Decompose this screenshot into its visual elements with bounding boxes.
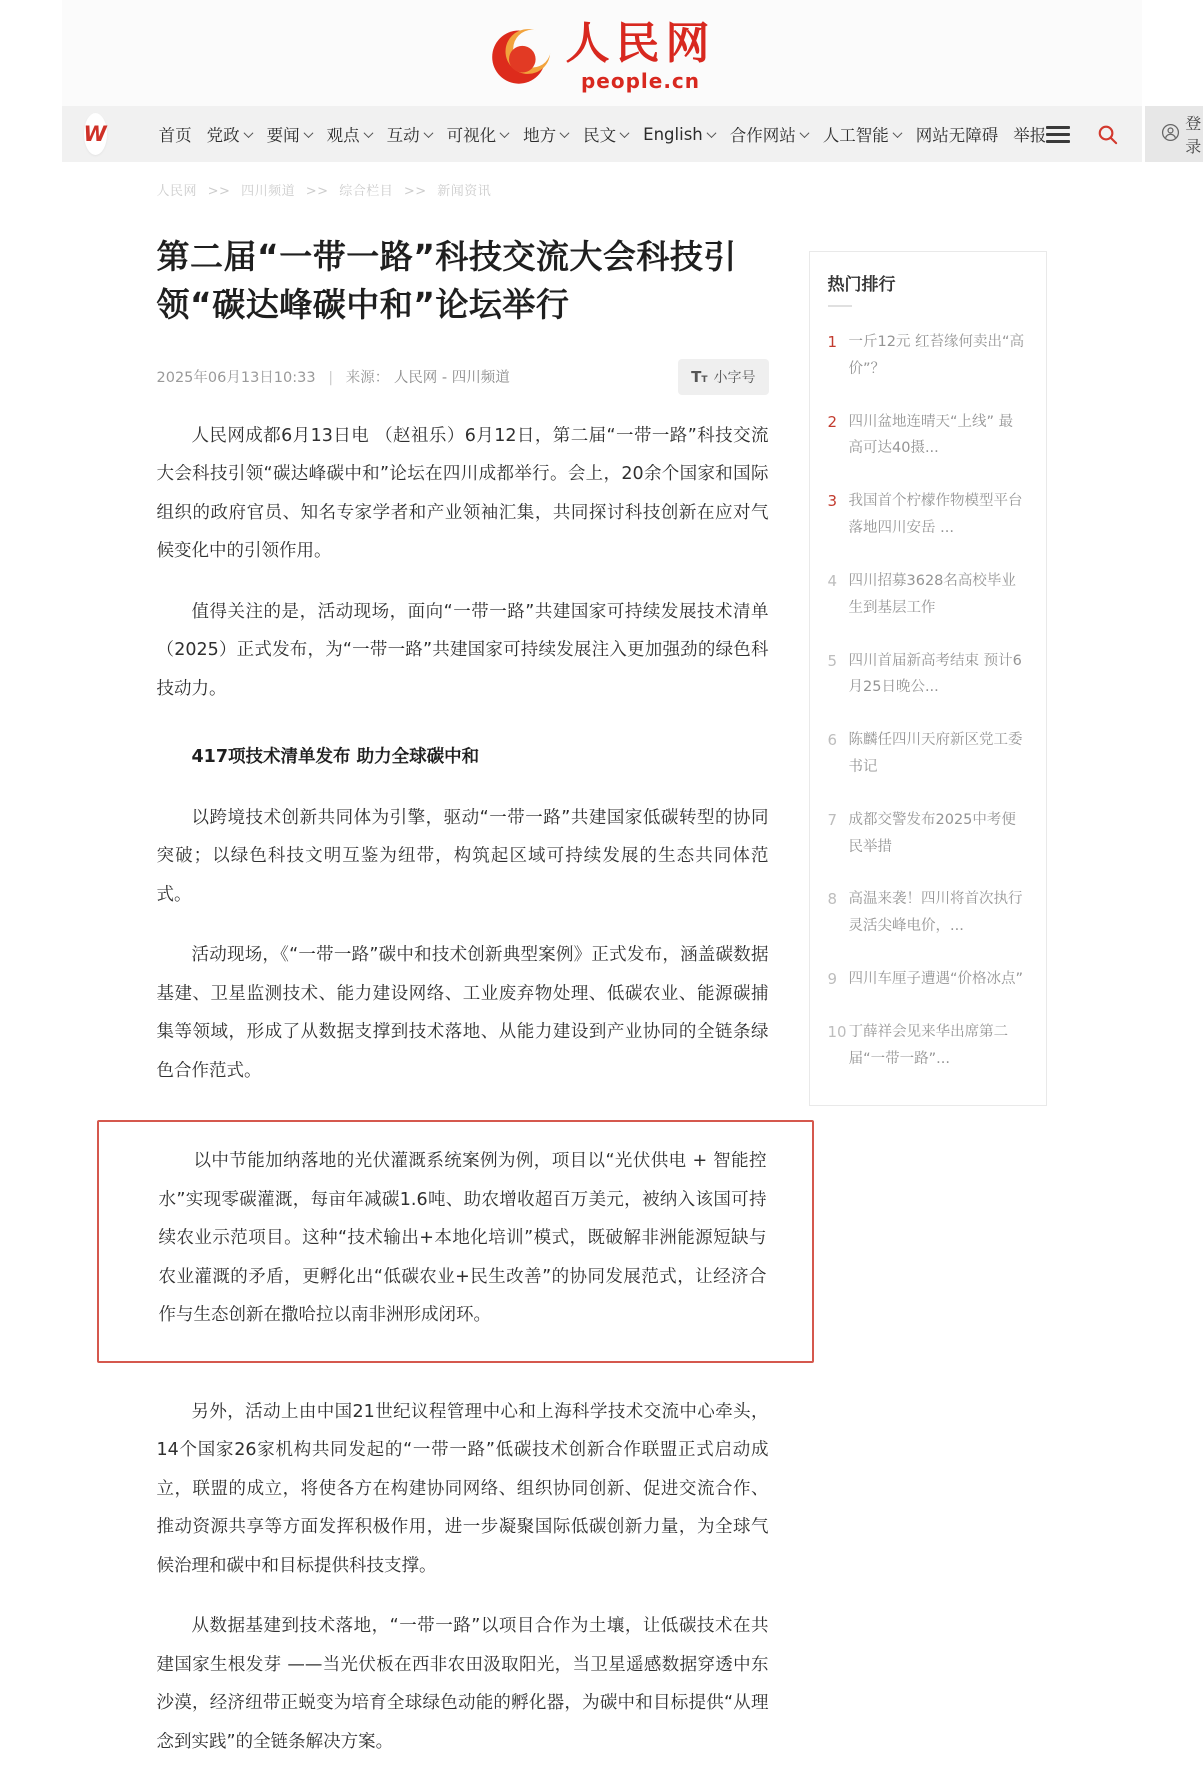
rank-number: 5 <box>827 651 838 670</box>
article-paragraph: 值得关注的是，活动现场，面向“一带一路”共建国家可持续发展技术清单（2025）正式发布，为“一带一路”共建国家可持续发展注入更加强劲的绿色科技动力。 <box>156 601 769 699</box>
article-subheading: 417项技术清单发布 助力全球碳中和 <box>191 747 480 768</box>
nav-item-local[interactable] <box>523 122 568 146</box>
logo-domain-text: people.cn <box>580 69 701 94</box>
nav-item-label: 民文 <box>583 126 617 145</box>
source-name[interactable]: 人民网 - 四川频道 <box>393 370 510 387</box>
hot-list-item[interactable] <box>828 1019 1028 1073</box>
publish-date: 2025年06月13日10:33 <box>156 370 316 387</box>
rank-number: 10 <box>827 1023 847 1041</box>
chevron-down-icon <box>799 128 809 138</box>
chevron-down-icon <box>303 128 313 138</box>
font-size-label: 小字号 <box>713 369 756 386</box>
rank-number: 6 <box>827 731 838 750</box>
article-paragraph: 以跨境技术创新共同体为引擎，驱动“一带一路”共建国家低碳转型的协同突破；以绿色科技文明互鉴为纽带，构筑起区域可持续发展的生态共同体范式。 <box>156 807 769 905</box>
nav-item-label: 合作网站 <box>729 126 796 145</box>
login-label: 登录 <box>1185 114 1202 156</box>
hot-item-text: 四川首届新高考结束 预计6月25日晚公... <box>848 652 1022 696</box>
article-meta <box>157 366 510 387</box>
chevron-down-icon <box>706 128 716 138</box>
nav-item-label: 人工智能 <box>822 126 889 145</box>
nav-item-accessibility[interactable] <box>916 122 999 146</box>
nav-item-label: 可视化 <box>446 126 497 145</box>
chevron-down-icon <box>363 128 373 138</box>
nav-item-visualization[interactable] <box>447 122 509 146</box>
nav-item-label: English <box>643 124 703 144</box>
hot-ranking-panel <box>809 251 1047 1106</box>
rank-number: 4 <box>827 571 838 590</box>
divider <box>828 305 852 307</box>
nav-item-label: 党政 <box>206 126 240 145</box>
hot-item-text: 四川招募3628名高校毕业生到基层工作 <box>848 572 1016 616</box>
main-navbar <box>62 106 1202 162</box>
hot-list-item[interactable] <box>828 966 1028 993</box>
site-logo[interactable] <box>488 17 716 94</box>
hot-item-text: 我国首个柠檬作物模型平台落地四川安岳 ... <box>848 493 1023 537</box>
chevron-down-icon <box>892 128 902 138</box>
chevron-down-icon <box>560 128 570 138</box>
hot-ranking-title: 热门排行 <box>827 275 896 295</box>
article-meta-row <box>157 359 769 395</box>
search-icon[interactable] <box>1096 123 1119 146</box>
source-label: 来源： <box>345 370 390 387</box>
article-column <box>157 233 769 1761</box>
hot-list-item[interactable] <box>828 648 1028 702</box>
hot-list-item[interactable] <box>828 886 1028 940</box>
hot-item-text: 陈麟任四川天府新区党工委书记 <box>848 732 1023 775</box>
nav-item-label: 观点 <box>326 126 360 145</box>
chevron-down-icon <box>500 128 510 138</box>
article-paragraph: 从数据基建到技术落地，“一带一路”以项目合作为土壤，让低碳技术在共建国家生根发芽 ——当光伏板在西非农田汲取阳光，当卫星遥感数据穿透中东沙漠，经济纽带正蜕变为培育全球绿色动能的孵化器，为碳中和目标提供“从理念到实践”的全链条解决方案。 <box>156 1616 769 1752</box>
nav-item-opinion[interactable] <box>327 122 372 146</box>
nav-item-news[interactable] <box>267 122 312 146</box>
rank-number: 8 <box>827 890 838 909</box>
site-header <box>62 0 1142 106</box>
nav-item-report[interactable] <box>1013 122 1046 146</box>
breadcrumb-separator: >> <box>403 184 427 199</box>
logo-swirl-icon <box>488 20 558 94</box>
chevron-down-icon <box>620 128 630 138</box>
nav-right-tools <box>1046 106 1203 162</box>
nav-item-partner-sites[interactable] <box>730 122 808 146</box>
rank-number: 7 <box>827 810 838 829</box>
breadcrumb-segment[interactable]: 综合栏目 <box>339 184 394 199</box>
rank-number: 3 <box>827 492 838 511</box>
hot-item-text: 四川盆地连晴天“上线” 最高可达40摄... <box>848 413 1014 457</box>
nav-item-label: 网站无障碍 <box>915 126 999 145</box>
highlight-box <box>97 1120 814 1363</box>
nav-item-label: 地方 <box>523 126 557 145</box>
breadcrumb-segment[interactable]: 四川频道 <box>241 184 296 199</box>
meta-separator: | <box>328 370 334 387</box>
rank-number: 2 <box>827 412 838 431</box>
hot-item-text: 成都交警发布2025中考便民举措 <box>848 811 1016 855</box>
rank-number: 1 <box>827 333 838 351</box>
nav-item-label: 首页 <box>158 126 192 145</box>
hot-list-item[interactable] <box>828 488 1028 542</box>
chevron-down-icon <box>423 128 433 138</box>
breadcrumb-separator: >> <box>207 184 231 199</box>
hot-item-text: 高温来袭！四川将首次执行灵活尖峰电价，... <box>848 891 1023 935</box>
nav-item-home[interactable] <box>159 122 192 146</box>
nav-item-ai[interactable] <box>823 122 901 146</box>
article-paragraph: 人民网成都6月13日电 （赵祖乐）6月12日，第二届“一带一路”科技交流大会科技引领“碳达峰碳中和”论坛在四川成都举行。会上，20余个国家和国际组织的政府官员、知名专家学者和产业领袖汇集，共同探讨科技创新在应对气候变化中的引领作用。 <box>156 425 769 562</box>
font-size-icon: TT <box>691 368 708 387</box>
login-button[interactable] <box>1145 106 1203 162</box>
hot-list-item[interactable] <box>828 568 1028 622</box>
hot-list-item[interactable] <box>828 329 1028 383</box>
font-size-button[interactable] <box>678 359 768 395</box>
nav-links <box>159 122 1047 146</box>
hot-list-item[interactable] <box>828 409 1028 463</box>
highlighted-paragraph: 以中节能加纳落地的光伏灌溉系统案例为例，项目以“光伏供电 + 智能控水”实现零碳灌溉，每亩年减碳1.6吨、助农增收超百万美元，被纳入该国可持续农业示范项目。这种“技术输出+本地化培训”模式，既破解非洲能源短缺与农业灌溉的矛盾，更孵化出“低碳农业+民生改善”的协同发展范式，让经济合作与生态创新在撒哈拉以南非洲形成闭环。 <box>158 1151 767 1326</box>
chevron-down-icon <box>243 128 253 138</box>
nav-item-label: 要闻 <box>266 126 300 145</box>
hot-list-item[interactable] <box>828 727 1028 781</box>
w-badge-letter: W <box>83 122 107 146</box>
nav-item-party[interactable] <box>207 122 252 146</box>
nav-item-minority-languages[interactable] <box>583 122 628 146</box>
breadcrumb-segment[interactable]: 人民网 <box>156 184 198 199</box>
breadcrumb-segment[interactable]: 新闻资讯 <box>437 184 492 199</box>
rank-number: 9 <box>827 970 838 988</box>
article-paragraph: 活动现场，《“一带一路”碳中和技术创新典型案例》正式发布，涵盖碳数据基建、卫星监测技术、能力建设网络、工业废弃物处理、低碳农业、能源碳捕集等领域，形成了从数据支撑到技术落地、从能力建设到产业协同的全链条绿色合作范式。 <box>156 945 769 1081</box>
hot-item-text: 一斤12元 红苔缘何卖出“高价”？ <box>848 334 1025 377</box>
article-paragraph: 另外，活动上由中国21世纪议程管理中心和上海科学技术交流中心牵头，14个国家26家机构共同发起的“一带一路”低碳技术创新合作联盟正式启动成立，联盟的成立，将使各方在构建协同网络、组织协同创新、促进交流合作、推动资源共享等方面发挥积极作用，进一步凝聚国际低碳创新力量，为全球气候治理和碳中和目标提供科技支撑。 <box>156 1401 769 1576</box>
w-app-badge[interactable] <box>84 113 107 155</box>
hot-item-text: 丁薛祥会见来华出席第二届“一带一路”... <box>848 1024 1009 1067</box>
nav-item-interaction[interactable] <box>387 122 432 146</box>
nav-item-label: 互动 <box>386 126 420 145</box>
breadcrumb-separator: >> <box>305 184 329 199</box>
nav-item-label: 举报 <box>1013 126 1047 145</box>
main-content <box>157 233 1047 1761</box>
hot-list-item[interactable] <box>828 807 1028 861</box>
page-title: 第二届“一带一路”科技交流大会科技引领“碳达峰碳中和”论坛举行 <box>156 237 737 324</box>
nav-item-english[interactable] <box>643 125 715 144</box>
hot-item-text: 四川车厘子遭遇“价格冰点” <box>848 971 1024 987</box>
breadcrumb <box>157 180 1047 199</box>
menu-icon[interactable] <box>1046 126 1070 143</box>
person-circle-icon <box>1161 123 1180 146</box>
logo-chinese-text: 人民网 <box>565 17 716 69</box>
